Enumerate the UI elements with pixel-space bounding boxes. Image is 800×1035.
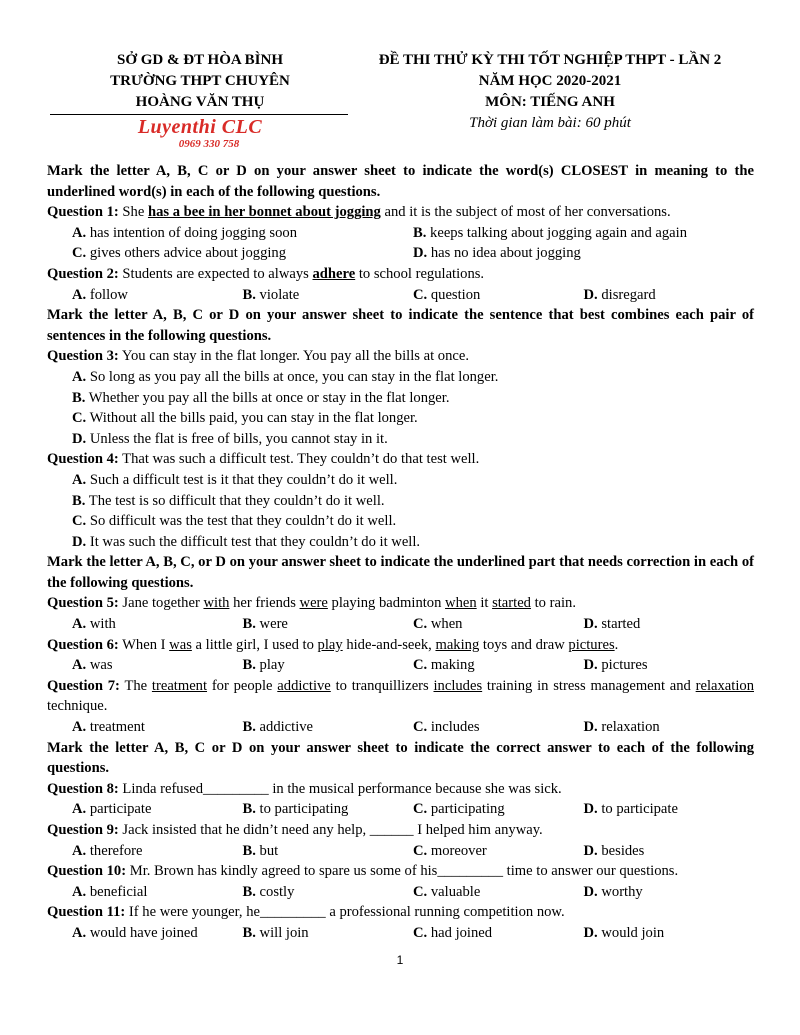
question-2 xyxy=(47,264,754,285)
exam-year: NĂM HỌC 2020-2021 xyxy=(478,73,622,89)
option-b[interactable]: B. to participating xyxy=(242,801,349,818)
option-d[interactable]: D. Unless the flat is free of bills, you cannot stay in it. xyxy=(72,430,388,447)
department-name: SỞ GD & ĐT HÒA BÌNH xyxy=(116,52,283,68)
exam-header xyxy=(350,50,750,134)
option-d[interactable]: D. It was such the difficult test that they couldn’t do it well. xyxy=(72,533,421,550)
option-a[interactable]: A. So long as you pay all the bills at once, you can stay in the flat longer. xyxy=(72,368,499,385)
question-label: Question 10: xyxy=(47,863,127,880)
underlined-part-a: with xyxy=(203,595,230,612)
option-b[interactable]: B. addictive xyxy=(242,719,314,736)
option-c[interactable]: C. had joined xyxy=(413,924,493,941)
school-name-line1: TRƯỜNG THPT CHUYÊN xyxy=(110,73,290,89)
option-c[interactable]: C. when xyxy=(413,616,463,633)
header-divider xyxy=(50,114,348,115)
option-d[interactable]: D. worthy xyxy=(583,883,643,900)
option-c[interactable]: C. question xyxy=(413,286,481,303)
exam-time: Thời gian làm bài: 60 phút xyxy=(469,115,631,131)
option-c[interactable]: C. Without all the bills paid, you can stay in the flat longer. xyxy=(72,410,418,427)
exam-subject: MÔN: TIẾNG ANH xyxy=(485,94,615,110)
question-text: Jack insisted that he didn’t need any help, ______ I helped him anyway. xyxy=(122,822,543,838)
option-b[interactable]: B. costly xyxy=(242,883,295,900)
question-text: Students are expected to always xyxy=(122,265,313,282)
question-label: Question 5: xyxy=(47,595,119,612)
option-a[interactable]: A. follow xyxy=(72,286,128,303)
option-d[interactable]: D. would join xyxy=(583,924,665,941)
question-7: Question 7: The treatment for people addictive to tranquillizers includes training in stress management and relaxation technique. xyxy=(47,677,754,715)
logo-name: Luyenthi CLC xyxy=(137,116,263,138)
underlined-part-a: was xyxy=(169,636,192,653)
option-a[interactable]: A. was xyxy=(72,657,113,674)
question-label: Question 11: xyxy=(47,904,126,921)
option-c[interactable]: C. making xyxy=(413,657,475,674)
question-text: Mr. Brown has kindly agreed to spare us some of his_________ time to answer our questions. xyxy=(129,863,679,880)
underlined-part-d: pictures xyxy=(568,636,615,653)
option-a[interactable]: A. beneficial xyxy=(72,883,148,900)
option-b[interactable]: B. Whether you pay all the bills at once or stay in the flat longer. xyxy=(72,389,450,406)
option-a[interactable]: A. therefore xyxy=(72,842,143,859)
question-label: Question 3: xyxy=(47,348,119,365)
option-b[interactable]: B. but xyxy=(242,842,279,859)
underlined-phrase: has a bee in her bonnet about jogging xyxy=(147,204,381,221)
question-text: If he were younger, he_________ a professional running competition now. xyxy=(128,904,565,921)
question-1 xyxy=(47,202,754,223)
underlined-part-b: play xyxy=(317,636,343,653)
options-row xyxy=(47,243,754,264)
question-label: Question 1: xyxy=(47,204,119,221)
question-6: Question 6: When I was a little girl, I used to play hide-and-seek, making toys and draw pictures. xyxy=(47,636,619,653)
instruction-correct-answer: Mark the letter A, B, C or D on your answer sheet to indicate the correct answer to each of the following questions. xyxy=(47,739,754,777)
option-c[interactable]: C. participating xyxy=(413,801,505,818)
underlined-part-b: addictive xyxy=(277,677,331,694)
underlined-part-c: making xyxy=(435,636,480,653)
options-row xyxy=(47,841,754,862)
exam-title: ĐỀ THI THỬ KỲ THI TỐT NGHIỆP THPT - LẦN 2 xyxy=(378,52,722,68)
logo-phone: 0969 330 758 xyxy=(178,138,240,150)
question-label: Question 6: xyxy=(47,636,119,653)
question-3 xyxy=(47,346,754,367)
brand-logo xyxy=(50,116,350,150)
page-number: 1 xyxy=(396,953,404,967)
options-row xyxy=(47,285,754,306)
option-d[interactable]: D. to participate xyxy=(583,801,678,818)
option-a[interactable]: A. would have joined xyxy=(72,924,198,941)
option-d[interactable]: D. has no idea about jogging xyxy=(413,245,581,262)
underlined-word: adhere xyxy=(312,265,356,282)
underlined-part-c: includes xyxy=(433,677,483,694)
option-c[interactable]: C. valuable xyxy=(413,883,481,900)
option-b[interactable]: B. The test is so difficult that they couldn’t do it well. xyxy=(72,492,385,509)
question-label: Question 9: xyxy=(47,822,119,838)
question-text: You can stay in the flat longer. You pay all the bills at once. xyxy=(121,348,469,365)
question-4 xyxy=(47,449,754,470)
option-b[interactable]: B. keeps talking about jogging again and again xyxy=(413,224,687,241)
options-row xyxy=(47,655,754,676)
option-c[interactable]: C. includes xyxy=(413,719,480,736)
school-header xyxy=(50,50,350,113)
option-d[interactable]: D. started xyxy=(583,616,641,633)
instruction-error: Mark the letter A, B, C, or D on your answer sheet to indicate the underlined part that needs correction in each of the following questions. xyxy=(47,554,754,591)
options-row xyxy=(47,923,754,944)
option-d[interactable]: D. pictures xyxy=(583,657,648,674)
school-name-line2: HOÀNG VĂN THỤ xyxy=(135,94,265,110)
question-8 xyxy=(47,779,754,800)
question-text: Linda refused_________ in the musical performance because she was sick. xyxy=(122,780,562,797)
option-a[interactable]: A. participate xyxy=(72,801,152,818)
question-text: and it is the subject of most of her conversations. xyxy=(380,204,671,221)
instruction-synonyms: Mark the letter A, B, C or D on your answer sheet to indicate the word(s) CLOSEST in meaning to the underlined word(s) in each of the following questions. xyxy=(47,163,754,200)
question-text: to school regulations. xyxy=(355,265,485,282)
option-b[interactable]: B. play xyxy=(242,657,285,674)
option-c[interactable]: C. moreover xyxy=(413,842,487,859)
option-d[interactable]: D. disregard xyxy=(583,286,656,303)
question-label: Question 4: xyxy=(47,451,119,468)
question-label: Question 2: xyxy=(47,265,119,282)
question-10 xyxy=(47,861,754,882)
option-b[interactable]: B. were xyxy=(242,616,288,633)
option-a[interactable]: A. with xyxy=(72,616,116,633)
option-b[interactable]: B. violate xyxy=(242,286,300,303)
option-c[interactable]: C. gives others advice about jogging xyxy=(72,245,287,262)
options-row xyxy=(47,223,754,244)
question-5: Question 5: Jane together with her friends were playing badminton when it started to rain. xyxy=(47,595,576,612)
question-9 xyxy=(47,820,754,841)
instruction-combine: Mark the letter A, B, C or D on your answer sheet to indicate the sentence that best combines each pair of sentences in the following questions. xyxy=(47,307,754,344)
options-row xyxy=(47,882,754,903)
option-a[interactable]: A. Such a difficult test is it that they couldn’t do it well. xyxy=(72,471,398,488)
option-a[interactable]: A. treatment xyxy=(72,719,145,736)
question-label: Question 7: xyxy=(47,677,120,694)
option-a[interactable]: A. has intention of doing jogging soon xyxy=(72,224,298,241)
options-row xyxy=(47,717,754,738)
underlined-part-a: treatment xyxy=(151,677,208,694)
option-d[interactable]: D. besides xyxy=(583,842,645,859)
options-row xyxy=(47,799,754,820)
underlined-part-d: started xyxy=(492,595,531,612)
underlined-part-b: were xyxy=(299,595,328,612)
question-11 xyxy=(47,902,754,923)
question-label: Question 8: xyxy=(47,780,119,797)
underlined-part-d: relaxation xyxy=(695,677,754,694)
options-row xyxy=(47,614,754,635)
underlined-part-c: when xyxy=(445,595,477,612)
exam-content xyxy=(47,161,754,944)
option-d[interactable]: D. relaxation xyxy=(583,719,660,736)
option-c[interactable]: C. So difficult was the test that they couldn’t do it well. xyxy=(72,513,397,530)
option-b[interactable]: B. will join xyxy=(242,924,309,941)
question-text: That was such a difficult test. They couldn’t do that test well. xyxy=(122,451,480,468)
question-text: She xyxy=(122,204,148,221)
